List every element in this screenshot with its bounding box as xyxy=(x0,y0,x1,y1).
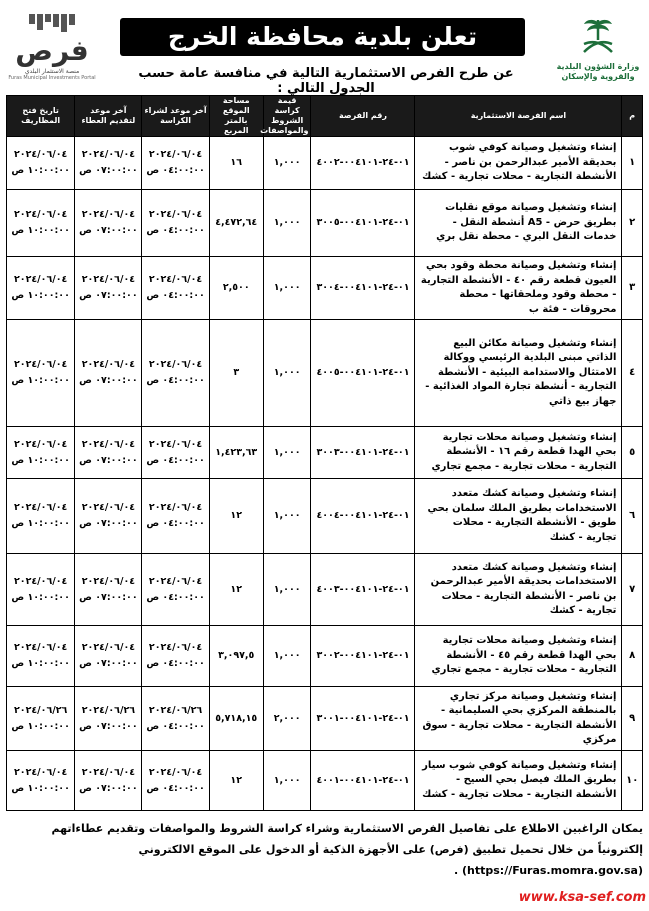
col-opening: تاريخ فتح المظاريف xyxy=(7,96,75,137)
table-row xyxy=(7,320,643,427)
col-last-submit: آخر موعد لتقديم العطاء xyxy=(75,96,142,137)
title-banner xyxy=(120,18,525,56)
row-price xyxy=(263,751,311,811)
row-purchase xyxy=(142,479,209,554)
row-number xyxy=(311,257,415,320)
row-price xyxy=(263,626,311,687)
row-area xyxy=(209,257,263,320)
table-row xyxy=(7,479,643,554)
row-area-text: ٣ xyxy=(233,367,240,378)
row-index xyxy=(622,257,643,320)
row-number-text: ٠١-٢٤-٠٠٤١٠١-٤٠٠١ xyxy=(316,774,410,786)
row-open-date: ٢٠٢٤/٠٦/٠٤ xyxy=(13,766,68,778)
row-open-time: ١٠:٠٠:٠٠ ص xyxy=(11,375,70,386)
row-open-date: ٢٠٢٤/٠٦/٠٤ xyxy=(13,502,68,513)
row-open-time: ١٠:٠٠:٠٠ ص xyxy=(11,165,70,176)
row-opening xyxy=(7,137,75,190)
col-area: مساحة الموقع بالمتر المربع xyxy=(209,96,263,137)
row-submit-time: ٠٧:٠٠:٠٠ ص xyxy=(79,658,138,669)
row-opening xyxy=(7,626,75,687)
row-area xyxy=(209,626,263,687)
row-price-text: ١,٠٠٠ xyxy=(273,650,301,661)
row-index-text: ٩ xyxy=(629,712,636,724)
row-purchase xyxy=(142,137,209,190)
row-purchase-date: ٢٠٢٤/٠٦/٠٤ xyxy=(148,274,203,285)
row-submit-date: ٢٠٢٤/٠٦/٠٤ xyxy=(81,642,136,653)
row-open-time: ١٠:٠٠:٠٠ ص xyxy=(11,658,70,669)
row-area-text: ١,٤٢٣,٦٣ xyxy=(215,446,258,458)
row-submit xyxy=(75,320,142,427)
row-purchase xyxy=(142,751,209,811)
row-name-text: إنشاء وتشغيل وصيانة كشك متعدد الاستخدامات بحديقة الأمير عبدالرحمن بن ناصر - الأنشطة التجارية - محلات تجارية - كشك xyxy=(430,561,617,616)
row-area-text: ١٦ xyxy=(230,157,243,168)
row-submit xyxy=(75,554,142,626)
row-submit xyxy=(75,137,142,190)
col-price: قيمة كراسة الشروط والمواصفات xyxy=(263,96,311,137)
furas-subtitle-en: Furas Municipal Investments Portal xyxy=(8,75,96,81)
row-submit xyxy=(75,427,142,479)
furas-bars-icon xyxy=(29,14,75,32)
row-opening xyxy=(7,687,75,751)
table-row xyxy=(7,137,643,190)
row-submit-date: ٢٠٢٤/٠٦/٠٤ xyxy=(81,502,136,513)
row-opening xyxy=(7,479,75,554)
row-name-text: إنشاء وتشغيل وصيانة مكائن البيع الذاتي مبنى البلدية الرئيسي ووكالة الامتثال والاستدامة البيئية - الأنشطة التجارية - أنشطة تجارة المواد الغذائية - جهاز بيع ذاتي xyxy=(425,337,617,407)
row-submit-time: ٠٧:٠٠:٠٠ ص xyxy=(79,782,138,794)
col-index: م xyxy=(622,96,643,137)
row-index-text: ٦ xyxy=(629,510,636,521)
row-price-text: ١,٠٠٠ xyxy=(273,446,301,458)
row-open-time: ١٠:٠٠:٠٠ ص xyxy=(11,782,70,794)
row-area-text: ١٢ xyxy=(230,510,243,521)
row-index xyxy=(622,626,643,687)
row-price xyxy=(263,479,311,554)
row-index-text: ٢ xyxy=(629,217,636,228)
row-submit-time: ٠٧:٠٠:٠٠ ص xyxy=(79,165,138,176)
row-opening xyxy=(7,554,75,626)
row-price-text: ١,٠٠٠ xyxy=(273,367,301,378)
col-last-purchase: آخر موعد لشراء الكراسة xyxy=(142,96,209,137)
row-index-text: ٤ xyxy=(629,367,636,378)
row-name xyxy=(415,479,622,554)
row-opening xyxy=(7,257,75,320)
row-price xyxy=(263,320,311,427)
ministry-logo xyxy=(553,14,643,94)
row-number-text: ٠١-٢٤-٠٠٤١٠١-٤٠٠٥ xyxy=(316,367,410,378)
table-row xyxy=(7,190,643,257)
row-submit-date: ٢٠٢٤/٠٦/٢٦ xyxy=(81,704,136,716)
row-opening xyxy=(7,751,75,811)
page-subtitle: عن طرح الفرص الاستثمارية التالية في منافسة عامة حسب الجدول التالي : xyxy=(138,66,514,96)
ministry-name-line2: والقروية والإسكان xyxy=(561,72,635,81)
row-purchase-date: ٢٠٢٤/٠٦/٠٤ xyxy=(148,209,203,220)
table-header-row xyxy=(7,96,643,137)
row-index xyxy=(622,137,643,190)
row-submit-date: ٢٠٢٤/٠٦/٠٤ xyxy=(81,149,136,160)
row-number xyxy=(311,137,415,190)
row-name-text: إنشاء وتشغيل وصيانة محطة وقود بحي العيون قطعة رقم ٤٠ - الأنشطة التجارية - محطة وقود وملحقاتها - محطة محروقات - فئة ب xyxy=(420,260,617,315)
row-purchase-date: ٢٠٢٤/٠٦/٠٤ xyxy=(148,149,203,160)
row-open-date: ٢٠٢٤/٠٦/٠٤ xyxy=(13,209,68,220)
row-purchase-date: ٢٠٢٤/٠٦/٢٦ xyxy=(148,704,203,716)
col-name: اسم الفرصة الاستثمارية xyxy=(415,96,622,137)
row-submit-date: ٢٠٢٤/٠٦/٠٤ xyxy=(81,438,136,450)
row-purchase-time: ٠٤:٠٠:٠٠ ص xyxy=(146,658,205,669)
table-row xyxy=(7,687,643,751)
row-purchase xyxy=(142,554,209,626)
row-number-text: ٠١-٢٤-٠٠٤١٠١-٣٠٠٣ xyxy=(316,446,410,458)
row-area xyxy=(209,137,263,190)
opportunities-table xyxy=(6,95,643,811)
row-purchase xyxy=(142,687,209,751)
row-price xyxy=(263,257,311,320)
table-row xyxy=(7,257,643,320)
row-index xyxy=(622,687,643,751)
row-open-date: ٢٠٢٤/٠٦/٠٤ xyxy=(13,274,68,285)
row-name xyxy=(415,554,622,626)
row-name xyxy=(415,751,622,811)
row-name xyxy=(415,626,622,687)
row-opening xyxy=(7,427,75,479)
row-area-text: ١٢ xyxy=(230,774,243,786)
row-name-text: إنشاء وتشغيل وصيانة موقع نقليات بطريق حرض - A5 أنشطة النقل - خدمات النقل البري - محطة نقل بري xyxy=(436,202,617,243)
row-submit-time: ٠٧:٠٠:٠٠ ص xyxy=(79,518,138,529)
row-area xyxy=(209,320,263,427)
row-name-text: إنشاء وتشغيل وصيانة مركز تجاري بالمنطقة المركزي بحي السليمانية - الأنشطة التجارية - محلات تجارية - سوق مركزي xyxy=(422,690,617,745)
row-area xyxy=(209,479,263,554)
row-open-date: ٢٠٢٤/٠٦/٠٤ xyxy=(13,149,68,160)
row-area xyxy=(209,190,263,257)
row-purchase xyxy=(142,626,209,687)
row-purchase-date: ٢٠٢٤/٠٦/٠٤ xyxy=(148,502,203,513)
row-name-text: إنشاء وتشغيل وصيانة كوفي شوب سيار بطريق الملك فيصل بحي السيح - الأنشطة التجارية - محلات تجارية - كشك xyxy=(422,759,617,800)
row-purchase-time: ٠٤:٠٠:٠٠ ص xyxy=(146,518,205,529)
row-purchase-time: ٠٤:٠٠:٠٠ ص xyxy=(146,454,205,466)
row-purchase xyxy=(142,257,209,320)
row-number-text: ٠١-٢٤-٠٠٤١٠١-٣٠٠٢ xyxy=(316,650,410,661)
row-open-time: ١٠:٠٠:٠٠ ص xyxy=(11,518,70,529)
row-submit-time: ٠٧:٠٠:٠٠ ص xyxy=(79,375,138,386)
row-number-text: ٠١-٢٤-٠٠٤١٠١-٣٠٠١ xyxy=(316,712,410,724)
row-index-text: ٥ xyxy=(629,446,636,458)
row-submit xyxy=(75,479,142,554)
row-index-text: ١ xyxy=(629,157,636,168)
row-name xyxy=(415,320,622,427)
row-open-date: ٢٠٢٤/٠٦/٠٤ xyxy=(13,642,68,653)
row-submit-time: ٠٧:٠٠:٠٠ ص xyxy=(79,591,138,603)
row-price xyxy=(263,427,311,479)
row-index xyxy=(622,751,643,811)
row-index-text: ٨ xyxy=(629,650,636,661)
row-name xyxy=(415,687,622,751)
row-area xyxy=(209,427,263,479)
row-name-text: إنشاء وتشغيل وصيانة كوفي شوب بحديقة الأمير عبدالرحمن بن ناصر - الأنشطة التجارية - محلات تجارية - كشك xyxy=(422,142,617,183)
row-number xyxy=(311,626,415,687)
row-price xyxy=(263,554,311,626)
row-area-text: ٥,٧١٨,١٥ xyxy=(215,712,258,724)
row-submit-date: ٢٠٢٤/٠٦/٠٤ xyxy=(81,766,136,778)
table-row xyxy=(7,626,643,687)
row-index-text: ٣ xyxy=(629,282,636,293)
row-number-text: ٠١-٢٤-٠٠٤١٠١-٣٠٠٤ xyxy=(316,282,410,293)
row-name-text: إنشاء وتشغيل وصيانة كشك متعدد الاستخدامات بطريق الملك سلمان بحي طويق - الأنشطة التجارية - محلات تجارية - كشك xyxy=(427,488,617,543)
row-open-date: ٢٠٢٤/٠٦/٢٦ xyxy=(13,704,68,716)
footer-notice: يمكان الراغبين الاطلاع على تفاصيل الفرص الاستثمارية وشراء كراسة الشروط والمواصفات وتقديم عطاءاتهم إلكترونياً من خلال تحميل تطبيق (فرص) على الأجهزة الذكية أو الدخول على الموقع الالكتروني (https://Furas.momra.gov.sa) . xyxy=(51,822,643,877)
row-submit xyxy=(75,257,142,320)
row-index xyxy=(622,320,643,427)
row-submit-date: ٢٠٢٤/٠٦/٠٤ xyxy=(81,575,136,587)
row-area-text: ٢,٥٠٠ xyxy=(222,282,250,293)
row-purchase-time: ٠٤:٠٠:٠٠ ص xyxy=(146,165,205,176)
row-price xyxy=(263,190,311,257)
row-price-text: ١,٠٠٠ xyxy=(273,510,301,521)
row-open-date: ٢٠٢٤/٠٦/٠٤ xyxy=(13,359,68,370)
table-row xyxy=(7,554,643,626)
row-submit-time: ٠٧:٠٠:٠٠ ص xyxy=(79,454,138,466)
row-purchase xyxy=(142,427,209,479)
table-row xyxy=(7,751,643,811)
watermark-site: www.ksa-sef.com xyxy=(518,890,646,905)
row-name xyxy=(415,137,622,190)
row-index-text: ١٠ xyxy=(626,774,639,786)
page-title: تعلن بلدية محافظة الخرج xyxy=(167,22,478,51)
row-price-text: ١,٠٠٠ xyxy=(273,282,301,293)
row-price xyxy=(263,687,311,751)
row-purchase-date: ٢٠٢٤/٠٦/٠٤ xyxy=(148,766,203,778)
row-index xyxy=(622,190,643,257)
row-number-text: ٠١-٢٤-٠٠٤١٠١-٣٠٠٥ xyxy=(316,217,410,228)
row-submit-time: ٠٧:٠٠:٠٠ ص xyxy=(79,290,138,301)
row-number xyxy=(311,554,415,626)
row-index xyxy=(622,427,643,479)
row-price-text: ١,٠٠٠ xyxy=(273,774,301,786)
row-submit-date: ٢٠٢٤/٠٦/٠٤ xyxy=(81,209,136,220)
col-number: رقم الفرصة xyxy=(311,96,415,137)
row-submit xyxy=(75,751,142,811)
furas-logo xyxy=(6,14,98,94)
row-purchase-date: ٢٠٢٤/٠٦/٠٤ xyxy=(148,642,203,653)
row-area-text: ٤,٤٧٢,٦٤ xyxy=(215,217,258,228)
furas-wordmark: فرص xyxy=(15,34,89,67)
row-purchase-time: ٠٤:٠٠:٠٠ ص xyxy=(146,720,205,732)
row-open-time: ١٠:٠٠:٠٠ ص xyxy=(11,454,70,466)
ministry-name-line1: وزارة الشؤون البلدية xyxy=(556,62,640,71)
row-open-time: ١٠:٠٠:٠٠ ص xyxy=(11,720,70,732)
row-area xyxy=(209,554,263,626)
row-price-text: ٢,٠٠٠ xyxy=(273,712,301,724)
row-purchase xyxy=(142,320,209,427)
row-price-text: ١,٠٠٠ xyxy=(273,217,301,228)
row-submit xyxy=(75,687,142,751)
row-open-date: ٢٠٢٤/٠٦/٠٤ xyxy=(13,575,68,587)
row-number xyxy=(311,427,415,479)
row-opening xyxy=(7,320,75,427)
row-number xyxy=(311,320,415,427)
row-area xyxy=(209,751,263,811)
row-purchase-date: ٢٠٢٤/٠٦/٠٤ xyxy=(148,575,203,587)
row-price-text: ١,٠٠٠ xyxy=(273,583,301,595)
row-purchase-date: ٢٠٢٤/٠٦/٠٤ xyxy=(148,359,203,370)
row-number-text: ٠١-٢٤-٠٠٤١٠١-٤٠٠٣ xyxy=(316,583,410,595)
row-name-text: إنشاء وتشغيل وصيانة محلات تجارية بحي الهدا قطعة رقم ٤٥ - الأنشطة التجارية - محلات تجارية - مجمع تجاري xyxy=(431,635,617,676)
row-submit xyxy=(75,626,142,687)
row-submit xyxy=(75,190,142,257)
row-submit-date: ٢٠٢٤/٠٦/٠٤ xyxy=(81,359,136,370)
row-name-text: إنشاء وتشغيل وصيانة محلات تجارية بحي الهدا قطعة رقم ١٦ - الأنشطة التجارية - محلات تجارية - مجمع تجاري xyxy=(431,431,617,472)
row-name xyxy=(415,190,622,257)
row-price-text: ١,٠٠٠ xyxy=(273,157,301,168)
row-name xyxy=(415,427,622,479)
row-purchase xyxy=(142,190,209,257)
row-number xyxy=(311,751,415,811)
row-purchase-time: ٠٤:٠٠:٠٠ ص xyxy=(146,375,205,386)
table-row xyxy=(7,427,643,479)
row-number xyxy=(311,479,415,554)
row-open-time: ١٠:٠٠:٠٠ ص xyxy=(11,225,70,236)
row-index-text: ٧ xyxy=(629,583,636,595)
row-price xyxy=(263,137,311,190)
row-submit-time: ٠٧:٠٠:٠٠ ص xyxy=(79,225,138,236)
row-number xyxy=(311,687,415,751)
row-number-text: ٠١-٢٤-٠٠٤١٠١-٤٠٠٤ xyxy=(316,510,410,521)
row-open-time: ١٠:٠٠:٠٠ ص xyxy=(11,290,70,301)
row-purchase-time: ٠٤:٠٠:٠٠ ص xyxy=(146,591,205,603)
row-open-date: ٢٠٢٤/٠٦/٠٤ xyxy=(13,438,68,450)
row-name xyxy=(415,257,622,320)
row-submit-time: ٠٧:٠٠:٠٠ ص xyxy=(79,720,138,732)
row-area-text: ٣,٠٩٧,٥ xyxy=(218,650,255,661)
row-index xyxy=(622,479,643,554)
row-purchase-date: ٢٠٢٤/٠٦/٠٤ xyxy=(148,438,203,450)
row-number-text: ٠١-٢٤-٠٠٤١٠١-٤٠٠٢ xyxy=(316,157,410,168)
row-submit-date: ٢٠٢٤/٠٦/٠٤ xyxy=(81,274,136,285)
row-opening xyxy=(7,190,75,257)
furas-subtitle-ar: منصة الاستثمار البلدي xyxy=(24,68,80,75)
row-purchase-time: ٠٤:٠٠:٠٠ ص xyxy=(146,225,205,236)
row-area xyxy=(209,687,263,751)
row-number xyxy=(311,190,415,257)
palm-swords-emblem-icon xyxy=(576,14,620,58)
row-open-time: ١٠:٠٠:٠٠ ص xyxy=(11,591,70,603)
row-purchase-time: ٠٤:٠٠:٠٠ ص xyxy=(146,290,205,301)
row-purchase-time: ٠٤:٠٠:٠٠ ص xyxy=(146,782,205,794)
row-area-text: ١٢ xyxy=(230,583,243,595)
row-index xyxy=(622,554,643,626)
